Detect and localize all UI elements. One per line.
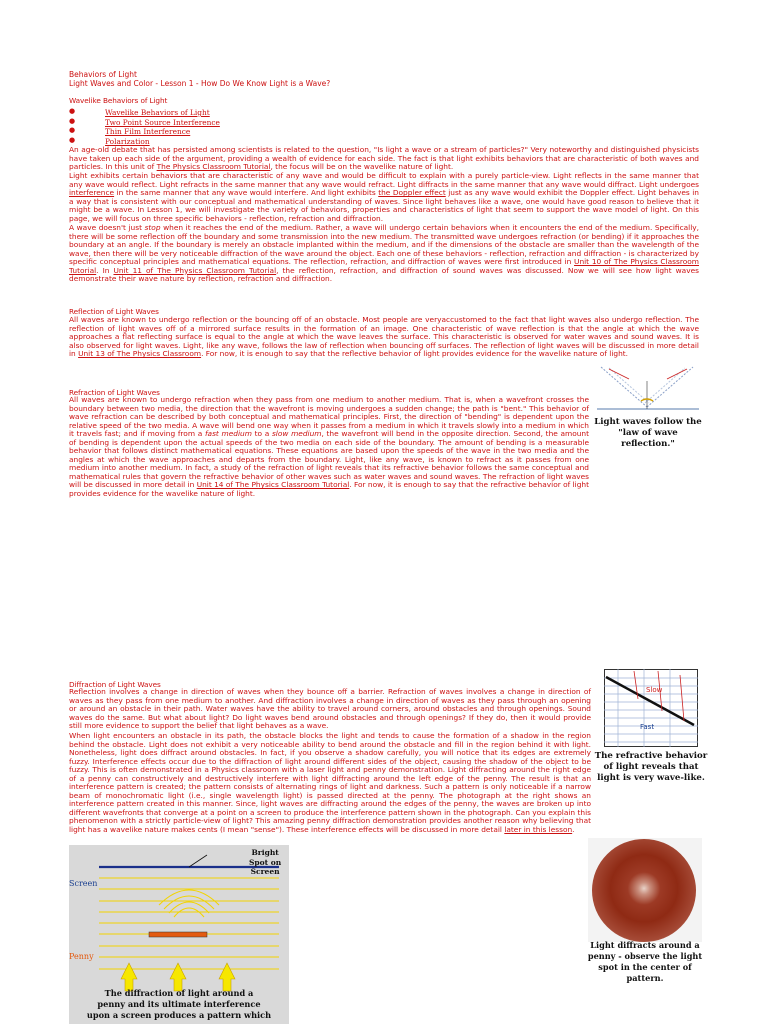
reflection-title: Reflection of Light Waves (69, 307, 159, 316)
caption-line: "law of wave reflection." (618, 428, 678, 449)
caption-line: upon a screen produces a pattern which (86, 1010, 272, 1020)
refraction-paragraph-a (69, 396, 589, 499)
text-run: When light encounters an obstacle in its path, the obstacle blocks the light and tends to cause the formation of a shadow in the region behind the obstacle. Light does not exhibit a very noticeable ability to bend around the obstacle and fill in the region behind it with light. Nonetheless, light does diffract around obstacles. In fact, if you observe a shadow carefully, you will notice that its edges are extremely fuzzy. Interference effects occur due to the diffraction of light around different sides of the object, causing the shadow of the object to be fuzzy. This is often demonstrated in a Physics classroom with a laser light and penny demonstration. Light diffracting around the right edge of a penny can constructively and destructively interfere with light diffracting around the left edge of the penny. The result is that an interference pattern is created; the pattern consists of alternating rings of light and darkness. Such a pattern is only noticeable if a narrow beam of monochromatic light (i.e., single wavelength light) is passed directed at the penny. The photograph at the right shows an interference pattern created in this manner. Since, light waves are diffracting around the edges of the penny, the waves are broken up into different wavefronts that converge at a point on a screen to produce the interference pattern shown in the photograph. Can you explain this phenomenon with a strictly particle-view of light? This amazing penny diffraction demonstration provides another reason why believing that light has a wavelike nature makes cents (I mean "sense"). These interference effects will be discussed in more detail (69, 731, 591, 835)
later-in-lesson-link[interactable]: later in this lesson (504, 825, 573, 835)
refraction-caption (592, 751, 710, 784)
label-line: Spot on (249, 857, 282, 867)
penny-diffraction-diagram (69, 845, 289, 1024)
caption-line: penny and its ultimate interference (97, 999, 261, 1009)
bullet-icon: ● (69, 116, 76, 125)
unit-14-link[interactable]: Unit 14 of The Physics Classroom Tutorial (196, 480, 350, 490)
toc-link[interactable]: Wavelike Behaviors of Light (105, 108, 210, 117)
intro-paragraph-3 (69, 224, 699, 284)
refraction-title: Refraction of Light Waves (69, 388, 160, 397)
intro-paragraph-1 (69, 146, 699, 172)
unit-10-link[interactable]: Unit 10 of The Physics Classroom Tutorial (69, 257, 699, 275)
toc-link[interactable]: Thin Film Interference (105, 127, 191, 137)
label-line: Bright (251, 848, 279, 857)
reflection-caption (590, 417, 706, 450)
breadcrumb-title: Behaviors of Light (69, 70, 137, 79)
toc-link[interactable]: Polarization (105, 136, 150, 146)
emphasis: slow medium (271, 429, 322, 439)
text-run: All waves are known to undergo refraction when they pass from one medium to another medium. That is, when a wavefront crosses the boundary between two media, the direction that the wavefront is moving undergoes a sudden change; the path is "bent." This behavior of wave refraction can be described by both conceptual and mathematical principles. First, the direction of "bending" is dependent upon the relative speed of the two media. A wave will bend one way when it passes from a medium in which it travels slowly into a medium in which it travels fast; and if moving from a (69, 395, 589, 439)
diffraction-title: Diffraction of Light Waves (69, 680, 161, 689)
caption-line: The diffraction of light around a (104, 988, 254, 998)
bullet-icon: ● (69, 126, 76, 135)
toc-title: Wavelike Behaviors of Light (69, 96, 168, 105)
slow-label: Slow (646, 686, 663, 694)
bright-spot-label (249, 848, 281, 877)
text-run: , the reflection, refraction, and diffraction of sound waves was discussed. Now we will see how light waves demonstrate their wave nature by reflection, refraction and diffraction. (69, 265, 699, 284)
emphasis: fast medium (204, 429, 252, 439)
text-run: . In (96, 265, 114, 275)
diffraction-paragraph-2 (69, 732, 591, 835)
lesson-subtitle: Light Waves and Color - Lesson 1 - How Do We Know Light is a Wave? (69, 79, 331, 88)
text-run: to a (251, 429, 272, 439)
unit-11-link[interactable]: Unit 11 of The Physics Classroom Tutorial (113, 265, 277, 275)
penny-photo-image (592, 839, 696, 942)
penny-label: Penny (69, 952, 94, 961)
text-run: All waves are known to undergo reflection or the bouncing off of an obstacle. Most people are veryaccustomed to the fact that light waves also undergo reflection. The reflection of light waves off of a mirrored surface results in the formation of an image. One characteristic of wave reflection is that the angle at which the wave approaches a flat reflecting surface is equal to the angle at which the wave leaves the surface. This characteristic is observed for water waves and sound waves. It is also observed for light waves. Light, like any wave, follows the law of reflection when bouncing off surfaces. The reflection of light waves will be discussed in more detail in (69, 315, 699, 359)
reflection-paragraph (69, 316, 699, 359)
caption-line: spot in the center of pattern. (598, 962, 692, 983)
diffraction-paragraph-1: Reflection involves a change in direction of waves when they bounce off a barrier. Refraction of waves involves a change in direction of waves as they pass from one medium to another. And diffraction involves a change in direction of waves as they pass through an opening or around an obstacle in their path. Water waves have the ability to travel around corners, around obstacles and through openings. Sound waves do the same. But what about light? Do light waves bend around obstacles and through openings? If they do, then it would provide still more evidence to support the belief that light behaves as a wave. (69, 687, 591, 731)
doppler-effect-link[interactable]: the Doppler effect (378, 188, 446, 198)
text-run: in the same manner that any wave would interfere. And light exhibits (114, 188, 379, 198)
refraction-diagram (604, 669, 698, 747)
text-run: A wave doesn't just (69, 223, 145, 232)
caption-line: penny - observe the light (587, 951, 703, 961)
text-run: just as any wave would exhibit the Doppler effect. Light behaves in a way that is consistent with our conceptual and mathematical understanding of waves. Since light behaves like a wave, one would have good reason to believe that it might be a wave. In Lesson 1, we will investigate the variety of behaviors, properties and characteristics of light that seem to support the wave model of light. On this page, we will focus on three specific behaviors - reflection, refraction and diffraction. (69, 188, 699, 223)
text-run: Light exhibits certain behaviors that are characteristic of any wave and would be difficult to explain with a purely particle-view. Light reflects in the same manner that any wave would reflect. Light refracts in the same manner that any wave would refract. Light diffracts in the same manner that any wave would diffract. Light undergoes (69, 171, 699, 189)
intro-paragraph-2 (69, 172, 699, 223)
fast-label: Fast (640, 723, 655, 731)
caption-line: Light waves follow the (594, 417, 702, 427)
penny-interference-photo (588, 838, 702, 942)
diagram-caption (69, 988, 289, 1021)
text-run: , the focus will be on the wavelike nature of light. (270, 162, 454, 172)
text-run: when it reaches the end of the medium. Rather, a wave will undergo certain behaviors when it encounters the end of the medium. Specifically, there will be some reflection off the boundary and some transmission into the new medium. The transmitted wave undergoes refraction (or bending) if it approaches the boundary at an angle. If the boundary is merely an obstacle implanted within the medium, and if the dimensions of the obstacle are smaller than the wavelength of the wave, then there will be very noticeable diffraction of the wave around the object. Each one of these behaviors - reflection, refraction and diffraction - is characterized by specific conceptual principles and mathematical equations. The reflection, refraction, and diffraction of waves were first introduced in (69, 223, 699, 267)
unit-13-link[interactable]: Unit 13 of The Physics Classroom (78, 349, 202, 359)
reflection-diagram (597, 363, 699, 415)
photo-caption (584, 940, 706, 984)
text-run: . For now, it is enough to say that the refractive behavior of light provides evidence for the wavelike nature of light. (69, 480, 589, 499)
text-run: . (572, 825, 575, 835)
interference-link[interactable]: interference (69, 188, 115, 198)
text-run: , the wavefront will bend in the opposite direction. Second, the amount of bending is dependent upon the actual speeds of the two media on each side of the boundary. The amount of bending is a measurable behavior that follows distinct mathematical equations. These equations are based upon the speeds of the wave in the two media and the angles at which the wave approaches and departs from the boundary. Light, like any wave, is known to refract as it passes from one medium into another medium. In fact, a study of the refraction of light reveals that its refractive behavior follows the same conceptual and mathematical rules that govern the refractive behavior of other waves such as water waves and sound waves. The refraction of light waves will be discussed in more detail in (69, 429, 590, 490)
caption-line: light is very wave-like. (597, 773, 705, 783)
toc-link[interactable]: Two Point Source Interference (105, 117, 220, 127)
screen-label: Screen (69, 879, 98, 888)
caption-line: The refractive behavior (594, 751, 708, 761)
text-run: An age-old debate that has persisted among scientists is related to the question, "Is light a wave or a stream of particles?" Very noteworthy and distinguished physicists have taken up each side of the argument, providing a wealth of evidence for each side. The fact is that light exhibits behaviors that are characteristic of both waves and particles. In this unit of (69, 145, 699, 172)
label-line: Screen (250, 867, 280, 876)
emphasis: stop (144, 223, 161, 232)
caption-line: Light diffracts around a (590, 940, 700, 950)
physics-classroom-link[interactable]: The Physics Classroom Tutorial (156, 162, 271, 172)
bullet-icon: ● (69, 107, 76, 115)
text-run: . For now, it is enough to say that the reflective behavior of light provides evidence for the wavelike nature of light. (201, 349, 629, 359)
bullet-icon: ● (69, 135, 76, 144)
caption-line: of light reveals that (603, 762, 699, 772)
